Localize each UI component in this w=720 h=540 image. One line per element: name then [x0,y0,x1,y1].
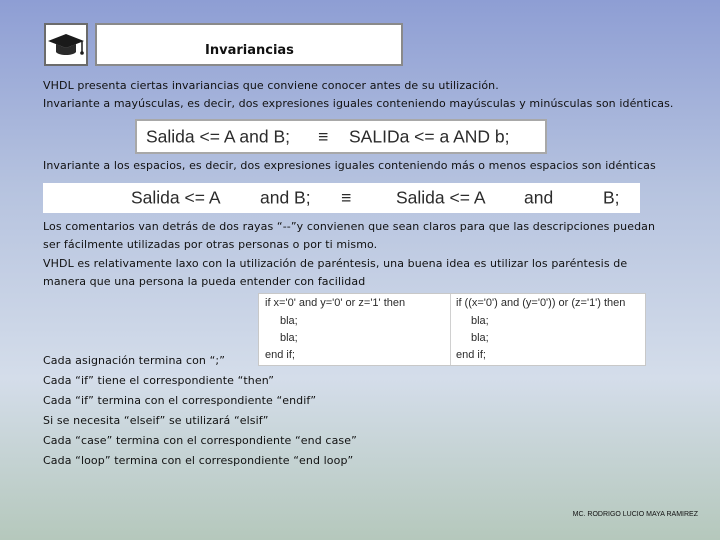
rule-item: Cada “if” termina con el correspondiente “endif” [43,394,317,407]
rule-item: Si se necesita “elseif” se utilizará “elsif” [43,414,269,427]
graduation-cap-icon [47,30,85,60]
space-example-equiv: ≡ [341,187,352,208]
case-example-box [135,119,547,154]
space-example-part4: and [524,187,554,208]
paren-left-line: bla; [280,315,298,327]
case-example-equiv: ≡ [318,126,329,146]
rule-item: Cada “loop” termina con el correspondiente “end loop” [43,454,354,467]
paren-left-line: bla; [280,332,298,344]
case-example-right: SALIDa <= a AND b; [349,126,510,146]
paren-right-line: bla; [471,315,489,327]
rule-item: Cada asignación termina con “;” [43,354,226,367]
rule-item: Cada “case” termina con el correspondiente “end case” [43,434,357,447]
rule-item: Cada “if” tiene el correspondiente “then” [43,374,275,387]
paren-right-line: bla; [471,332,489,344]
paragraph-case-invariance: Invariante a mayúsculas, es decir, dos expresiones iguales conteniendo mayúsculas y minúsculas son idénticas. [43,97,674,110]
paragraph-space-invariance: Invariante a los espacios, es decir, dos expresiones iguales conteniendo más o menos espacios son idénticas [43,159,656,172]
space-example-part3: Salida <= A [396,187,486,208]
space-example-box [43,183,640,213]
logo-graduation-cap [44,23,88,66]
paragraph-intro: VHDL presenta ciertas invariancias que conviene conocer antes de su utilización. [43,79,499,92]
paren-left-line: if x='0' and y='0' or z='1' then [265,297,406,309]
space-example-part5: B; [603,187,620,208]
parentheses-example-box [258,293,646,366]
space-example-part1: Salida <= A [131,187,221,208]
paragraph-parentheses-cont: manera que una persona la pueda entender con facilidad [43,275,366,288]
page-title: Invariancias [205,43,294,58]
title-box [95,23,403,66]
paragraph-comments: Los comentarios van detrás de dos rayas “--”y convienen que sean claros para que las descripciones puedan [43,220,656,233]
footer-author: MC. RODRIGO LUCIO MAYA RAMIREZ [572,511,698,518]
paragraph-parentheses: VHDL es relativamente laxo con la utilización de paréntesis, una buena idea es utilizar los paréntesis de [43,257,628,270]
code-divider [450,294,451,365]
paren-left-line: end if; [265,349,295,361]
case-example-left: Salida <= A and B; [146,126,291,146]
paragraph-comments-cont: ser fácilmente utilizadas por otras personas o por ti mismo. [43,238,378,251]
space-example-part2: and B; [260,187,311,208]
paren-right-line: end if; [456,349,486,361]
paren-right-line: if ((x='0') and (y='0')) or (z='1') then [456,297,626,309]
